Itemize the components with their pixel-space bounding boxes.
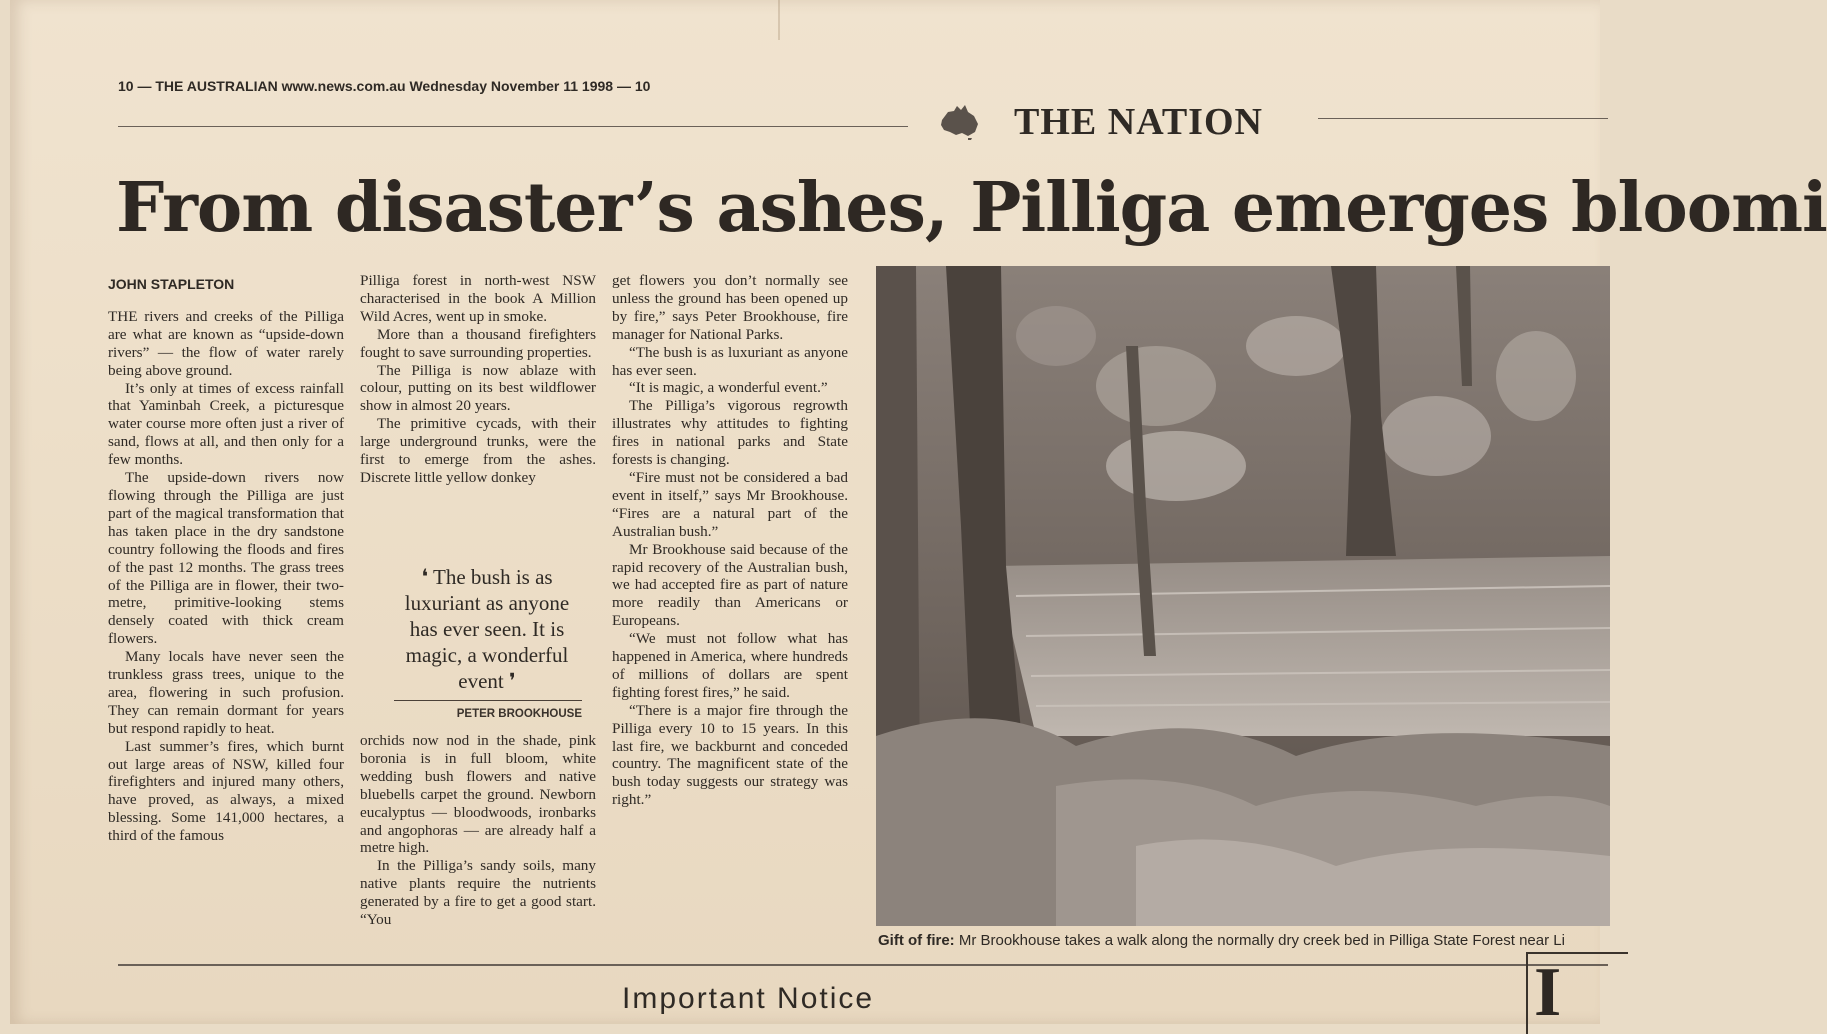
- bottom-rule: [118, 964, 1608, 966]
- australia-map-icon: [938, 102, 982, 140]
- newspaper-page: [10, 0, 1827, 1031]
- caption-text: Mr Brookhouse takes a walk along the normally dry creek bed in Pilliga State Forest near Li: [954, 932, 1565, 949]
- paragraph: Many locals have never seen the trunkless grass trees, unique to the area, flowering in such profusion. They can remain dormant for years but respond rapidly to heat.: [108, 648, 344, 737]
- important-notice-heading: Important Notice: [622, 982, 875, 1015]
- paragraph: The primitive cycads, with their large underground trunks, were the first to emerge from the ashes. Discrete little yellow donkey: [360, 415, 596, 486]
- paragraph: It’s only at times of excess rainfall that Yaminbah Creek, a picturesque water course more often just a river of sand, flows at all, and then only for a few months.: [108, 379, 344, 469]
- masthead-rule-left: [118, 126, 908, 127]
- byline: JOHN STAPLETON: [108, 276, 235, 292]
- paragraph: Pilliga forest in north-west NSW characterised in the book A Million Wild Acres, went up in smoke.: [360, 272, 596, 325]
- article-column-2-bottom: [360, 732, 596, 929]
- paragraph: get flowers you don’t normally see unless the ground has been opened up by fire,” says Peter Brookhouse, fire manager for National Parks.: [612, 272, 848, 343]
- paragraph: Last summer’s fires, which burnt out large areas of NSW, killed four firefighters and injured many others, have proved, as always, a mixed blessing. Some 141,000 hectares, a third of the famous: [108, 737, 344, 845]
- paragraph: orchids now nod in the shade, pink boronia is in full bloom, white wedding bush flowers and native bluebells carpet the ground. Newborn eucalyptus — bloodwoods, ironbarks and angophoras — are already half a metre high.: [360, 732, 596, 857]
- forest-creek-photo: [876, 266, 1610, 926]
- folio-line: 10 — THE AUSTRALIAN www.news.com.au Wednesday November 11 1998 — 10: [118, 78, 651, 94]
- paragraph: “The bush is as luxuriant as anyone has ever seen.: [612, 343, 848, 379]
- paragraph: The Pilliga is now ablaze with colour, putting on its best wildflower show in almost 20 years.: [360, 361, 596, 415]
- paragraph: The Pilliga’s vigorous regrowth illustrates why attitudes to fighting fires in national parks and State forests is changing.: [612, 397, 848, 469]
- article-column-2-top: [360, 272, 596, 487]
- paragraph: “We must not follow what has happened in America, where hundreds of millions of dollars are spent fighting forest fires,” he said.: [612, 630, 848, 701]
- article-column-3: [612, 272, 848, 809]
- paragraph: More than a thousand firefighters fought to save surrounding properties.: [360, 325, 596, 361]
- pull-quote-credit: PETER BROOKHOUSE: [456, 708, 582, 720]
- paragraph: THE rivers and creeks of the Pilliga are what are known as “upside-down rivers” — the flow of water rarely being above ground.: [108, 307, 344, 379]
- section-header: [938, 98, 1298, 148]
- paragraph: “Fire must not be considered a bad event in itself,” says Mr Brookhouse. “Fires are a natural part of the Australian bush.”: [612, 468, 848, 540]
- paragraph: The upside-down rivers now flowing through the Pilliga are just part of the magical transformation that has taken place in the dry sandstone country following the floods and fires of the past 12 months. The grass trees of the Pilliga are in flower, their two-metre, primitive-looking stems densely coated with thick cream flowers.: [108, 469, 344, 648]
- paragraph: “It is magic, a wonderful event.”: [629, 379, 828, 397]
- adjacent-ad-letter: I: [1534, 954, 1562, 1031]
- caption-lead: Gift of fire:: [878, 932, 955, 949]
- masthead-rule-right: [1318, 118, 1608, 119]
- photo-image: [876, 266, 1610, 926]
- pull-quote-rule: [394, 700, 582, 701]
- paragraph: Mr Brookhouse said because of the rapid recovery of the Australian bush, we had accepted fire as part of nature more readily than Americans or Europeans.: [612, 540, 848, 630]
- paragraph: In the Pilliga’s sandy soils, many native plants require the nutrients generated by a fire to get a good start. “You: [360, 857, 596, 929]
- headline: From disaster’s ashes, Pilliga emerges bloomi: [116, 168, 1827, 248]
- pull-quote: ❛ The bush is as luxuriant as anyone has ever seen. It is magic, a wonderful event ❜: [404, 565, 570, 693]
- article-column-1: [108, 276, 344, 845]
- paragraph: “There is a major fire through the Pilliga every 10 to 15 years. In this last fire, we backburnt and conceded country. The magnificent state of the bush today suggests our strategy was right.”: [612, 701, 848, 809]
- photo-caption: [878, 932, 1565, 949]
- section-title: THE NATION: [1014, 101, 1263, 143]
- paper-crease: [778, 0, 780, 40]
